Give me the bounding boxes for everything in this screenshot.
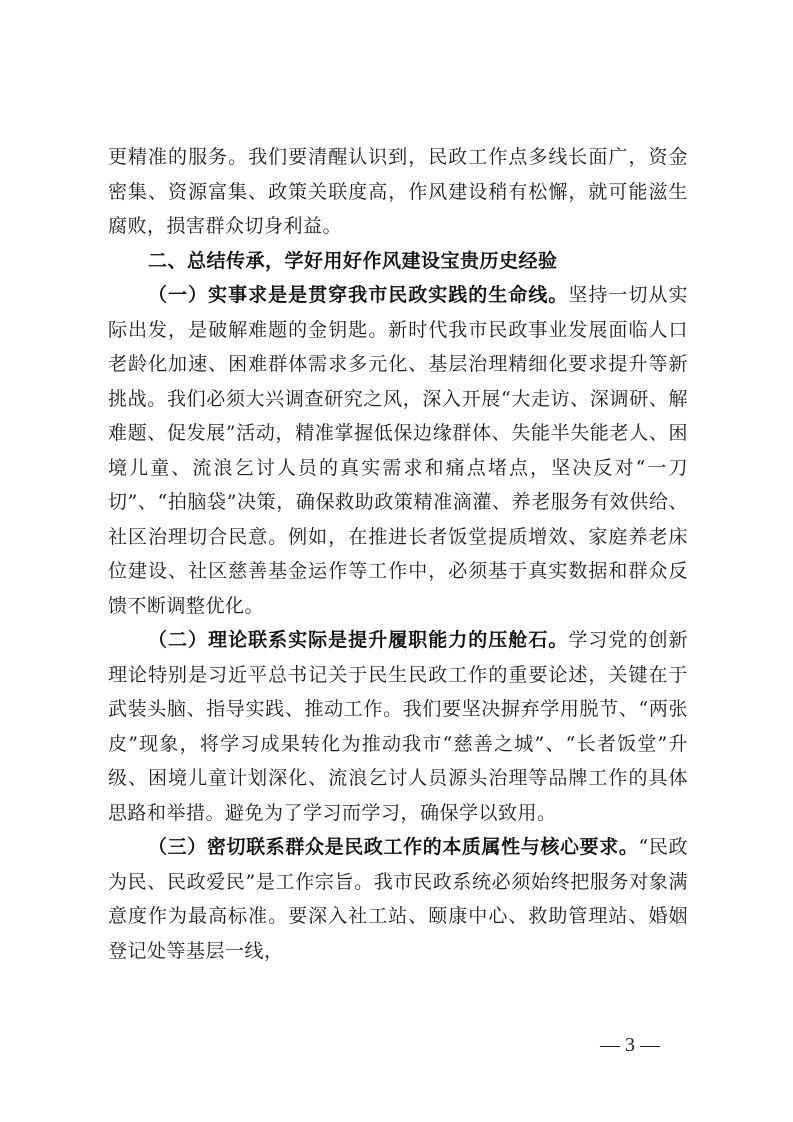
page-number: — 3 — (600, 1034, 660, 1056)
paragraph-section-3 (108, 830, 688, 968)
paragraph-text: 更精准的服务。我们要清醒认识到，民政工作点多线长面广，资金密集、资源富集、政策关联度高，作风建设稍有松懈，就可能滋生腐败，损害群众切身利益。 (108, 146, 688, 237)
paragraph-text: “民政为民、民政爱民”是工作宗旨。我市民政系统必须始终把服务对象满意度作为最高标准。要深入社工站、颐康中心、救助管理站、婚姻登记处等基层一线， (108, 836, 688, 962)
document-body (108, 140, 688, 968)
paragraph-text: 学习党的创新理论特别是习近平总书记关于民生民政工作的重要论述，关键在于武装头脑、指导实践、推动工作。我们要坚决摒弃学用脱节、“两张皮”现象，将学习成果转化为推动我市“慈善之城”、“长者饭堂”升级、困境儿童计划深化、流浪乞讨人员源头治理等品牌工作的具体思路和举措。避免为了学习而学习，确保学以致用。 (108, 629, 688, 824)
paragraph-text: 坚持一切从实际出发，是破解难题的金钥匙。新时代我市民政事业发展面临人口老龄化加速、困难群体需求多元化、基层治理精细化要求提升等新挑战。我们必须大兴调查研究之风，深入开展“大走访、深调研、解难题、促发展”活动，精准掌握低保边缘群体、失能半失能老人、困境儿童、流浪乞讨人员的真实需求和痛点堵点，坚决反对“一刀切”、“拍脑袋”决策，确保救助政策精准滴灌、养老服务有效供给、社区治理切合民意。例如，在推进长者饭堂提质增效、家庭养老床位建设、社区慈善基金运作等工作中，必须基于真实数据和群众反馈不断调整优化。 (108, 284, 688, 617)
section-heading: 二、总结传承，学好用好作风建设宝贵历史经验 (148, 249, 558, 272)
paragraph-lead: （三）密切联系群众是民政工作的本质属性与核心要求。 (148, 836, 639, 858)
paragraph-lead: （一）实事求是是贯穿我市民政实践的生命线。 (148, 284, 569, 306)
paragraph-section-2 (108, 623, 688, 830)
paragraph-section-1 (108, 278, 688, 623)
paragraph-lead: （二）理论联系实际是提升履职能力的压舱石。 (148, 629, 569, 651)
paragraph-continuation (108, 140, 688, 244)
